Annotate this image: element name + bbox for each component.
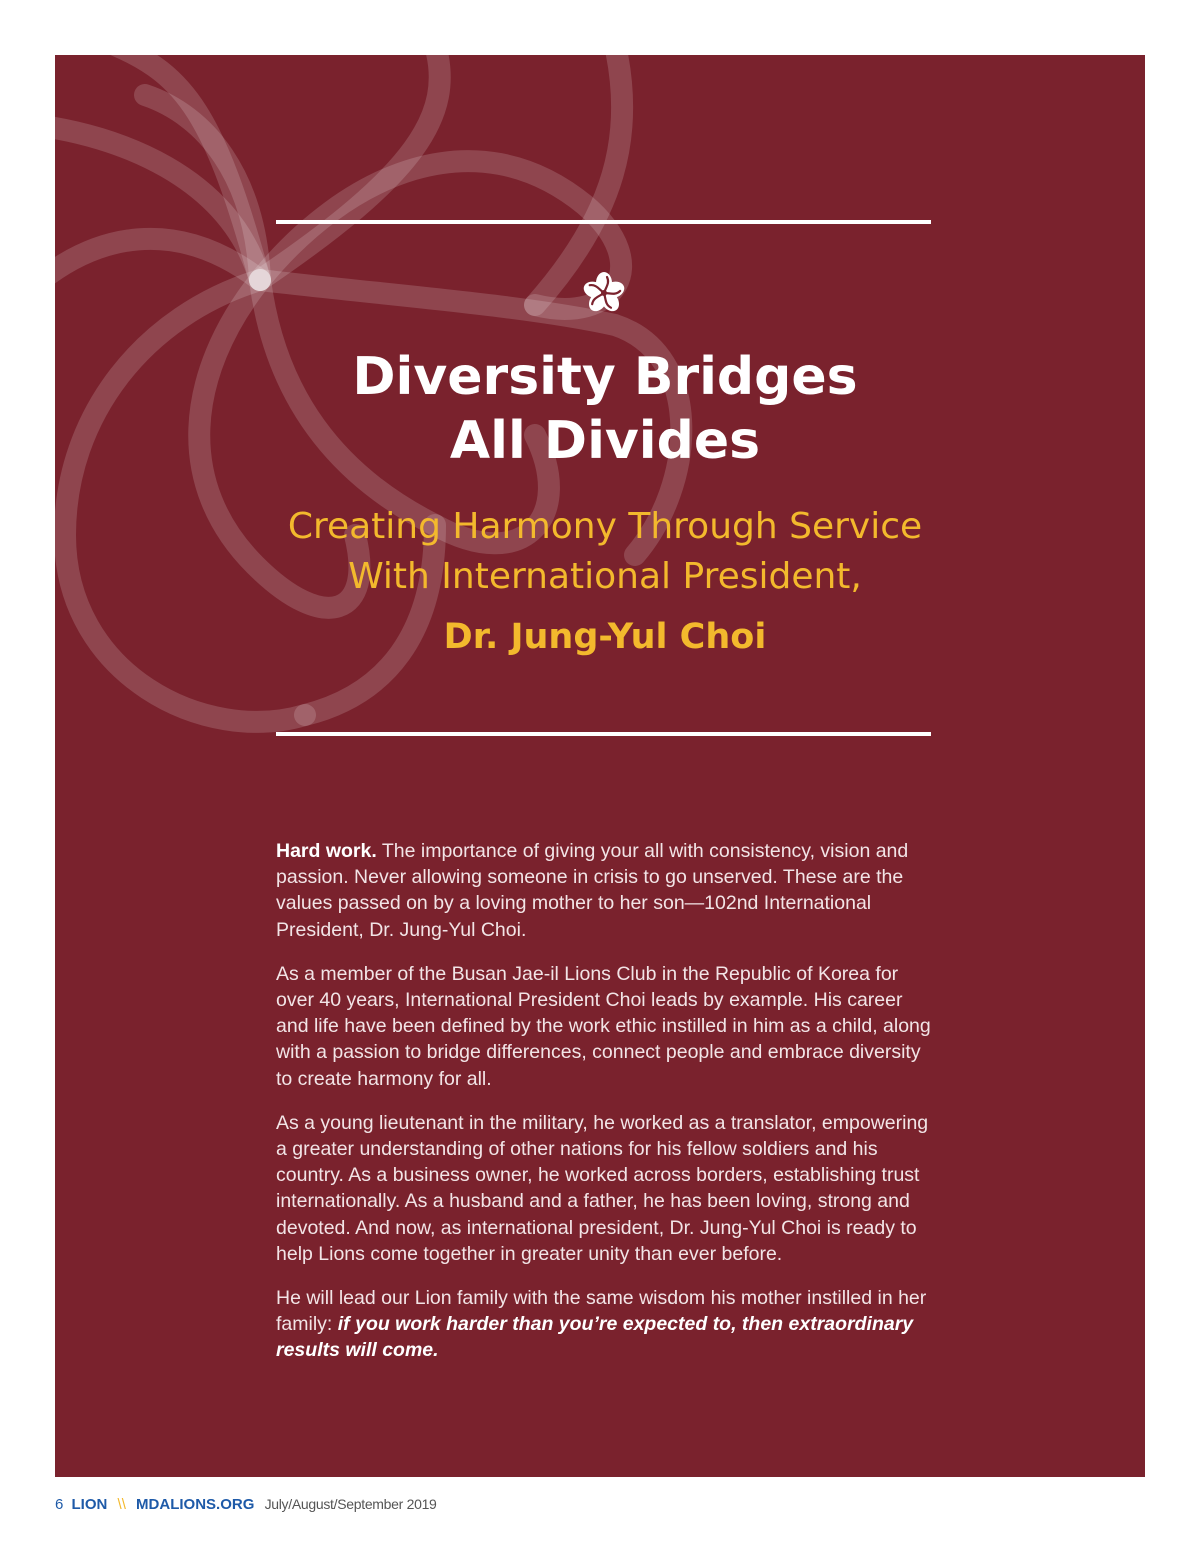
article-body — [276, 838, 936, 1382]
issue-date: July/August/September 2019 — [264, 1496, 437, 1512]
bottom-divider — [276, 732, 931, 736]
top-divider — [276, 220, 931, 224]
paragraph-text: As a member of the Busan Jae-il Lions Club in the Republic of Korea for over 40 years, International President Choi leads by example. His career and life have been defined by the work ethic instilled in him as a child, along with a passion to bridge differences, connect people and embrace diversity to create harmony for all. — [276, 962, 931, 1090]
page-footer — [55, 1493, 437, 1516]
article-panel — [55, 55, 1145, 1477]
footer-separator: \\ — [117, 1496, 126, 1513]
president-name: Dr. Jung-Yul Choi — [443, 617, 767, 657]
subtitle-line-1: Creating Harmony Through Service — [287, 506, 923, 547]
paragraph-3 — [276, 1110, 936, 1267]
subtitle-line-2: With International President, — [348, 556, 862, 597]
page-number: 6 — [55, 1496, 64, 1513]
paragraph-1 — [276, 838, 936, 943]
title-line-2: All Divides — [449, 411, 761, 471]
website-link[interactable]: MDALIONS.ORG — [136, 1496, 255, 1513]
title-line-1: Diversity Bridges — [352, 347, 858, 407]
magazine-name: LION — [71, 1496, 108, 1513]
paragraph-emphasis: if you work harder than you’re expected to, then extraordinary results will come. — [276, 1313, 914, 1362]
paragraph-2 — [276, 961, 936, 1092]
paragraph-text: He will lead our Lion family with the same wisdom his mother instilled in her family: — [276, 1287, 927, 1336]
flower-icon — [582, 271, 626, 315]
paragraph-lead: Hard work. — [276, 840, 377, 862]
paragraph-text: The importance of giving your all with consistency, vision and passion. Never allowing someone in crisis to go unserved. These are the values passed on by a loving mother to her son—102nd International President, Dr. Jung-Yul Choi. — [276, 840, 909, 941]
paragraph-text: As a young lieutenant in the military, he worked as a translator, empowering a greater understanding of other nations for his fellow soldiers and his country. As a business owner, he worked across borders, establishing trust internationally. As a husband and a father, he has been loving, strong and devoted. And now, as international president, Dr. Jung-Yul Choi is ready to help Lions come together in greater unity than ever before. — [276, 1111, 929, 1265]
paragraph-4 — [276, 1285, 936, 1364]
